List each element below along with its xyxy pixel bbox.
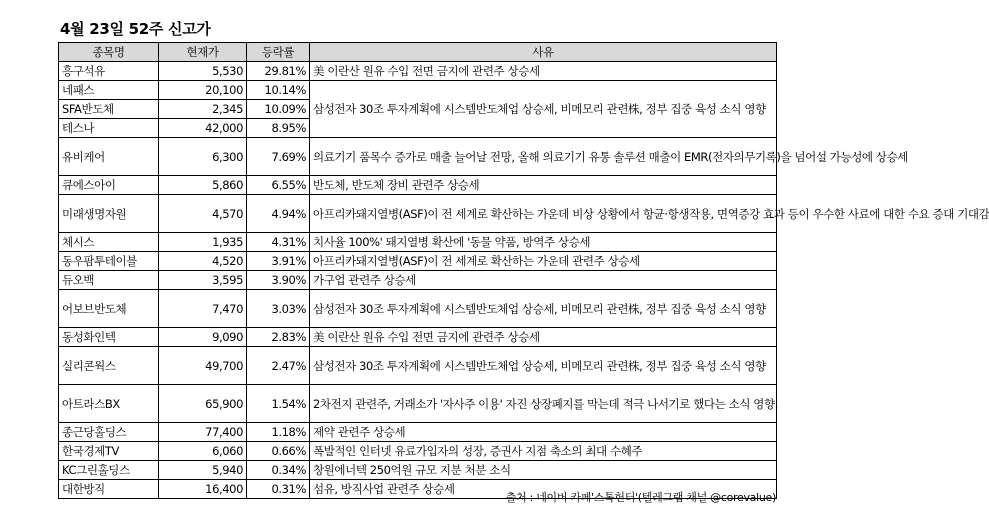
stock-rate: 0.66% — [247, 442, 310, 461]
stock-reason: 美 이란산 원유 수입 전면 금지에 관련주 상승세 — [310, 328, 777, 347]
table-row — [59, 176, 777, 195]
stock-name: 듀오백 — [59, 271, 159, 290]
stock-reason: 치사율 100%' 돼지열병 확산에 '동물 약품, 방역주 상승세 — [310, 233, 777, 252]
stock-name: 체시스 — [59, 233, 159, 252]
stock-reason: 아프리카돼지열병(ASF)이 전 세계로 확산하는 가운데 관련주 상승세 — [310, 252, 777, 271]
stock-rate: 1.18% — [247, 423, 310, 442]
stock-price: 20,100 — [159, 81, 247, 100]
stock-rate: 4.94% — [247, 195, 310, 233]
stock-price: 65,900 — [159, 385, 247, 423]
stock-reason: 2차전지 관련주, 거래소가 '자사주 이용' 자진 상장폐지를 막는데 적극 나서기로 했다는 소식 영향. — [310, 385, 777, 423]
stock-rate: 4.31% — [247, 233, 310, 252]
stock-name: 종근당홀딩스 — [59, 423, 159, 442]
stock-reason: 아프리카돼지열병(ASF)이 전 세계로 확산하는 가운데 비상 상황에서 항균·항생작용, 면역증강 효과 등이 우수한 사료에 대한 수요 증대 기대감 — [310, 195, 777, 233]
stock-price: 5,940 — [159, 461, 247, 480]
stock-reason: 폭발적인 인터넷 유료가입자의 성장, 증권사 지점 축소의 최대 수혜주 — [310, 442, 777, 461]
stock-rate: 2.47% — [247, 347, 310, 385]
stock-name: 네패스 — [59, 81, 159, 100]
table-row — [59, 62, 777, 81]
stock-name: KC그린홀딩스 — [59, 461, 159, 480]
page-title: 4월 23일 52주 신고가 — [60, 20, 211, 38]
stock-price: 49,700 — [159, 347, 247, 385]
header-name: 종목명 — [59, 43, 159, 62]
stock-price: 4,520 — [159, 252, 247, 271]
header-reason: 사유 — [310, 43, 777, 62]
table-row — [59, 195, 777, 233]
stock-price: 3,595 — [159, 271, 247, 290]
stock-price: 6,300 — [159, 138, 247, 176]
stock-price: 16,400 — [159, 480, 247, 499]
stock-name: 미래생명자원 — [59, 195, 159, 233]
stock-price: 7,470 — [159, 290, 247, 328]
table-row — [59, 423, 777, 442]
table-row — [59, 138, 777, 176]
stock-name: 유비케어 — [59, 138, 159, 176]
stock-rate: 3.03% — [247, 290, 310, 328]
stock-rate: 3.91% — [247, 252, 310, 271]
stock-price: 6,060 — [159, 442, 247, 461]
table-row — [59, 328, 777, 347]
header-rate: 등락률 — [247, 43, 310, 62]
table-row — [59, 442, 777, 461]
stock-name: SFA반도체 — [59, 100, 159, 119]
stock-price: 2,345 — [159, 100, 247, 119]
stock-rate: 6.55% — [247, 176, 310, 195]
stock-name: 실리콘웍스 — [59, 347, 159, 385]
stock-rate: 29.81% — [247, 62, 310, 81]
stock-rate: 0.34% — [247, 461, 310, 480]
table-row — [59, 461, 777, 480]
stock-reason: 가구업 관련주 상승세 — [310, 271, 777, 290]
stock-reason: 반도체, 반도체 장비 관련주 상승세 — [310, 176, 777, 195]
stock-reason: 의료기기 품목수 증가로 매출 늘어날 전망, 올해 의료기기 유통 솔루션 매출이 EMR(전자의무기록)을 넘어설 가능성에 상승세 — [310, 138, 777, 176]
stock-rate: 3.90% — [247, 271, 310, 290]
stock-name: 흥구석유 — [59, 62, 159, 81]
table-header-row — [59, 43, 777, 62]
stock-reason: 美 이란산 원유 수입 전면 금지에 관련주 상승세 — [310, 62, 777, 81]
source-note: 출처 : 네이버 카페'스톡헌터'(텔레그램 채널 @corevalue) — [505, 491, 776, 504]
table-row — [59, 290, 777, 328]
stock-price: 77,400 — [159, 423, 247, 442]
stock-name: 동우팜투테이블 — [59, 252, 159, 271]
stock-reason: 창원에너텍 250억원 규모 지분 처분 소식 — [310, 461, 777, 480]
stock-rate: 0.31% — [247, 480, 310, 499]
stock-rate: 8.95% — [247, 119, 310, 138]
stock-reason: 제약 관련주 상승세 — [310, 423, 777, 442]
stock-price: 4,570 — [159, 195, 247, 233]
stock-rate: 2.83% — [247, 328, 310, 347]
stock-price: 1,935 — [159, 233, 247, 252]
stock-name: 한국경제TV — [59, 442, 159, 461]
stock-name: 아트라스BX — [59, 385, 159, 423]
table-row — [59, 252, 777, 271]
stock-reason: 섬유, 방직사업 관련주 상승세 — [310, 480, 777, 499]
stock-rate: 10.14% — [247, 81, 310, 100]
stock-rate: 10.09% — [247, 100, 310, 119]
stock-price: 9,090 — [159, 328, 247, 347]
stock-rate: 1.54% — [247, 385, 310, 423]
stock-price: 42,000 — [159, 119, 247, 138]
table-row — [59, 81, 777, 100]
stock-name: 큐에스아이 — [59, 176, 159, 195]
table-row — [59, 271, 777, 290]
table-row — [59, 347, 777, 385]
table-row — [59, 385, 777, 423]
stock-name: 대한방직 — [59, 480, 159, 499]
stock-name: 테스나 — [59, 119, 159, 138]
stock-table — [58, 42, 989, 499]
stock-name: 동성화인텍 — [59, 328, 159, 347]
stock-price: 5,530 — [159, 62, 247, 81]
stock-reason: 삼성전자 30조 투자계획에 시스템반도체업 상승세, 비메모리 관련株, 정부 집중 육성 소식 영향 — [310, 347, 777, 385]
header-price: 현재가 — [159, 43, 247, 62]
table-row — [59, 233, 777, 252]
stock-rate: 7.69% — [247, 138, 310, 176]
stock-reason: 삼성전자 30조 투자계획에 시스템반도체업 상승세, 비메모리 관련株, 정부 집중 육성 소식 영향 — [310, 290, 777, 328]
stock-name: 어보브반도체 — [59, 290, 159, 328]
stock-reason: 삼성전자 30조 투자계획에 시스템반도체업 상승세, 비메모리 관련株, 정부 집중 육성 소식 영향 — [310, 81, 777, 138]
stock-price: 5,860 — [159, 176, 247, 195]
